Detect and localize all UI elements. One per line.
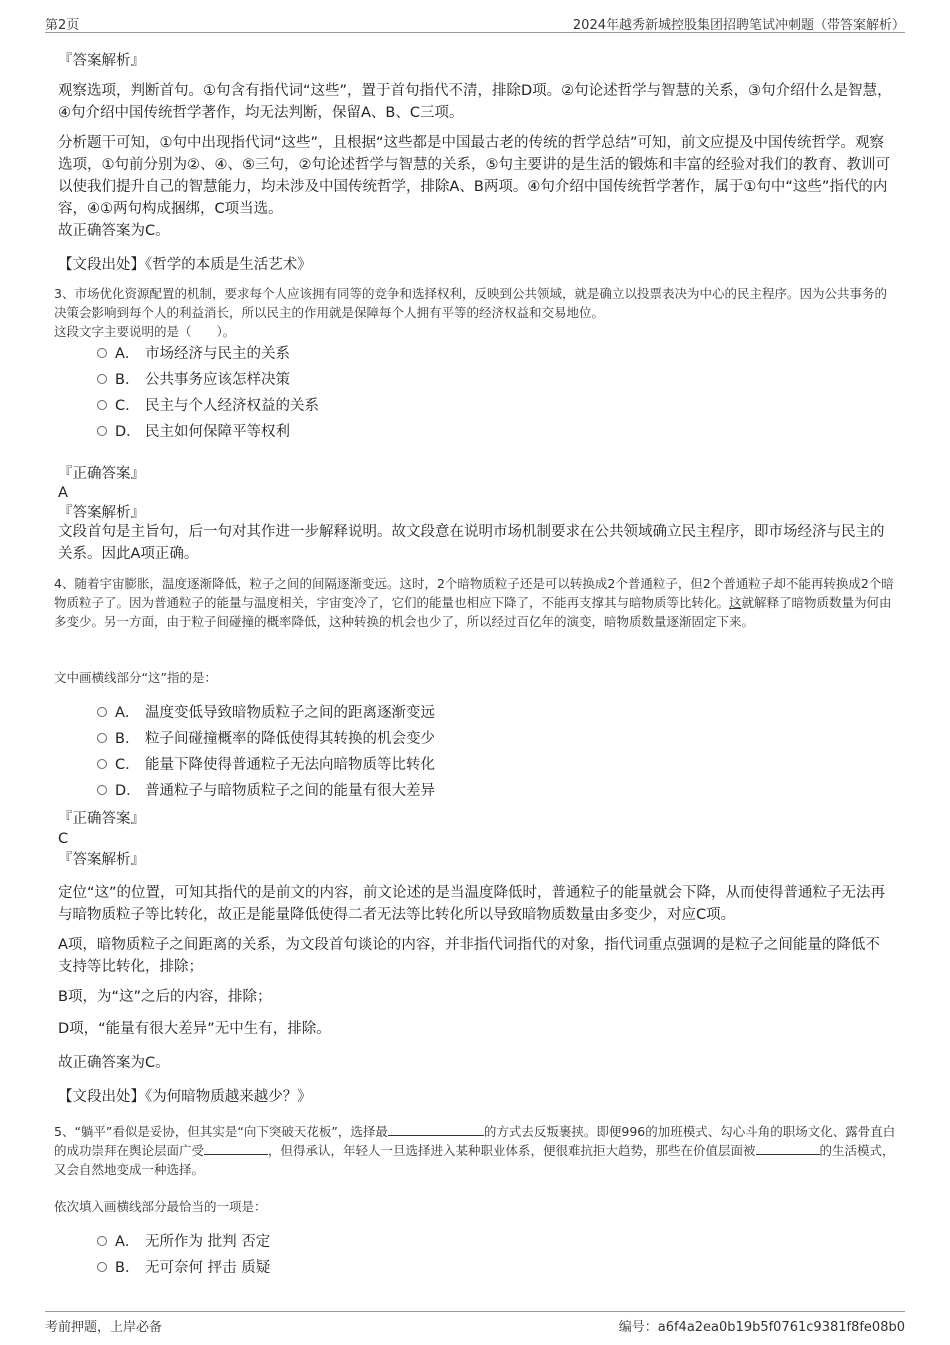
q4-conclusion: 故正确答案为C。 (58, 1055, 170, 1071)
page-footer (45, 1311, 905, 1338)
q5-stem-part4: 的生活模式，又会自然地变成一种选择。 (54, 1143, 895, 1177)
page-number: 第2页 (45, 18, 80, 33)
q5-question: 依次填入画横线部分最恰当的一项是： (54, 1199, 267, 1214)
radio-icon[interactable] (97, 707, 107, 717)
q4-analysis-p2: A项，暗物质粒子之间距离的关系，为文段首句谈论的内容，并非指代词指代的对象，指代词重点强调的是粒子之间能量的降低不支持等比转化，排除； (58, 937, 880, 975)
radio-icon[interactable] (97, 348, 107, 358)
option-letter: D． (115, 424, 141, 440)
q3-stem: 3、市场优化资源配置的机制，要求每个人应该拥有同等的竞争和选择权利，反映到公共领域，就是确立以投票表决为中心的民主程序。因为公共事务的决策会影响到每个人的利益消长，所以民主的作用就是保障每个人拥有平等的经济权益和交易地位。 (54, 286, 887, 320)
radio-icon[interactable] (97, 426, 107, 436)
q5-stem (54, 1122, 898, 1179)
option-letter: A． (115, 346, 140, 362)
q4-option-d[interactable] (97, 781, 435, 801)
option-text: 普通粒子与暗物质粒子之间的能量有很大差异 (145, 783, 435, 799)
q3-option-b[interactable] (97, 370, 290, 390)
radio-icon[interactable] (97, 1236, 107, 1246)
option-text: 无所作为 批判 否定 (145, 1234, 271, 1250)
q4-option-a[interactable] (97, 703, 435, 723)
option-text: 民主与个人经济权益的关系 (145, 398, 319, 414)
q3-option-c[interactable] (97, 396, 319, 416)
option-letter: D． (115, 783, 141, 799)
q4-option-c[interactable] (97, 755, 435, 775)
option-letter: C． (115, 398, 140, 414)
option-text: 能量下降使得普通粒子无法向暗物质等比转化 (145, 757, 435, 773)
q4-underlined-word: 这 (729, 595, 742, 610)
option-letter: A． (115, 1234, 140, 1250)
q5-stem-part1: 5、“躺平”看似是妥协，但其实是“向下突破天花板”，选择最 (54, 1124, 388, 1139)
q2-conclusion: 故正确答案为C。 (58, 223, 170, 239)
q4-option-b[interactable] (97, 729, 435, 749)
q5-blank-2 (204, 1142, 268, 1155)
option-letter: B． (115, 1260, 140, 1276)
option-text: 市场经济与民主的关系 (145, 346, 290, 362)
q5-option-b[interactable] (97, 1258, 270, 1278)
q5-stem-part2: 的方式去反叛裹挟。即便996的加班模式、勾心斗角的职场文化、露骨直白的成功崇拜在舆论层面广受 (54, 1124, 896, 1158)
q4-analysis-p3: B项，为“这”之后的内容，排除； (58, 989, 272, 1005)
q4-analysis-p1: 定位“这”的位置，可知其指代的是前文的内容，前文论述的是当温度降低时，普通粒子的能量就会下降，从而使得普通粒子无法再与暗物质粒子等比转化，故正是能量降低使得二者无法等比转化所以导致暗物质数量由多变少，对应C项。 (58, 885, 886, 923)
option-letter: C． (115, 757, 140, 773)
q4-stem (54, 574, 898, 631)
document-title: 2024年越秀新城控股集团招聘笔试冲刺题（带答案解析） (572, 18, 905, 33)
option-text: 温度变低导致暗物质粒子之间的距离逐渐变远 (145, 705, 435, 721)
option-text: 民主如何保障平等权利 (145, 424, 290, 440)
q2-analysis-p2: 分析题干可知，①句中出现指代词“这些”，且根据“这些都是中国最古老的传统的哲学总结”可知，前文应提及中国传统哲学。观察选项，①句前分别为②、④、⑤三句，②句论述哲学与智慧的关系，⑤句主要讲的是生活的锻炼和丰富的经验对我们的教育、教训可以使我们提升自己的智慧能力，均未涉及中国传统哲学，排除A、B两项。④句介绍中国传统哲学著作，属于①句中“这些”指代的内容，④①两句构成捆绑，C项当选。 (58, 135, 890, 217)
document-id: 编号：a6f4a2ea0b19b5f0761c9381f8fe08b0 (618, 1320, 905, 1335)
q5-blank-1 (388, 1123, 484, 1136)
q5-stem-part3: ，但得承认，年轻人一旦选择进入某种职业体系，便很难抗拒大趋势，那些在价值层面被 (268, 1143, 756, 1158)
q2-analysis-label: 『答案解析』 (58, 53, 145, 69)
q3-option-a[interactable] (97, 344, 290, 364)
q3-analysis-label: 『答案解析』 (58, 505, 145, 521)
radio-icon[interactable] (97, 785, 107, 795)
q4-correct-label: 『正确答案』 (58, 811, 145, 827)
option-text: 公共事务应该怎样决策 (145, 372, 290, 388)
q5-blank-3 (756, 1142, 820, 1155)
q3-question: 这段文字主要说明的是（ ）。 (54, 324, 236, 339)
page-header (45, 12, 905, 33)
q3-analysis: 文段首句是主旨句，后一句对其作进一步解释说明。故文段意在说明市场机制要求在公共领域确立民主程序，即市场经济与民主的关系。因此A项正确。 (58, 524, 885, 562)
q4-correct-answer: C (58, 831, 69, 847)
q5-option-a[interactable] (97, 1232, 270, 1252)
q4-analysis-label: 『答案解析』 (58, 852, 145, 868)
q2-source: 【文段出处】《哲学的本质是生活艺术》 (58, 257, 312, 273)
option-text: 无可奈何 抨击 质疑 (145, 1260, 271, 1276)
q4-stem-part2: 就解释了暗物质数量为何由多变少。另一方面，由于粒子间碰撞的概率降低，这种转换的机会也少了，所以经过百亿年的演变，暗物质数量逐渐固定下来。 (54, 595, 892, 629)
radio-icon[interactable] (97, 733, 107, 743)
radio-icon[interactable] (97, 1262, 107, 1272)
q3-correct-answer: A (58, 485, 68, 501)
option-text: 粒子间碰撞概率的降低使得其转换的机会变少 (145, 731, 435, 747)
q2-analysis-p1: 观察选项，判断首句。①句含有指代词“这些”，置于首句指代不清，排除D项。②句论述哲学与智慧的关系，③句介绍什么是智慧，④句介绍中国传统哲学著作，均无法判断，保留A、B、C三项。 (58, 83, 892, 121)
radio-icon[interactable] (97, 759, 107, 769)
q4-source: 【文段出处】《为何暗物质越来越少？》 (58, 1089, 312, 1105)
q3-option-d[interactable] (97, 422, 290, 442)
radio-icon[interactable] (97, 400, 107, 410)
option-letter: B． (115, 372, 140, 388)
footer-slogan: 考前押题，上岸必备 (45, 1320, 163, 1335)
q4-stem-part1: 4、随着宇宙膨胀，温度逐渐降低，粒子之间的间隔逐渐变远。这时，2个暗物质粒子还是可以转换成2个普通粒子，但2个普通粒子却不能再转换成2个暗物质粒子了。因为普通粒子的能量与温度相关，宇宙变冷了，它们的能量也相应下降了，不能再支撑其与暗物质等比转化。 (54, 576, 894, 610)
option-letter: A． (115, 705, 140, 721)
radio-icon[interactable] (97, 374, 107, 384)
option-letter: B． (115, 731, 140, 747)
q3-correct-label: 『正确答案』 (58, 466, 145, 482)
q4-question: 文中画横线部分“这”指的是： (54, 670, 217, 685)
q4-analysis-p4: D项，“能量有很大差异”无中生有，排除。 (58, 1021, 331, 1037)
